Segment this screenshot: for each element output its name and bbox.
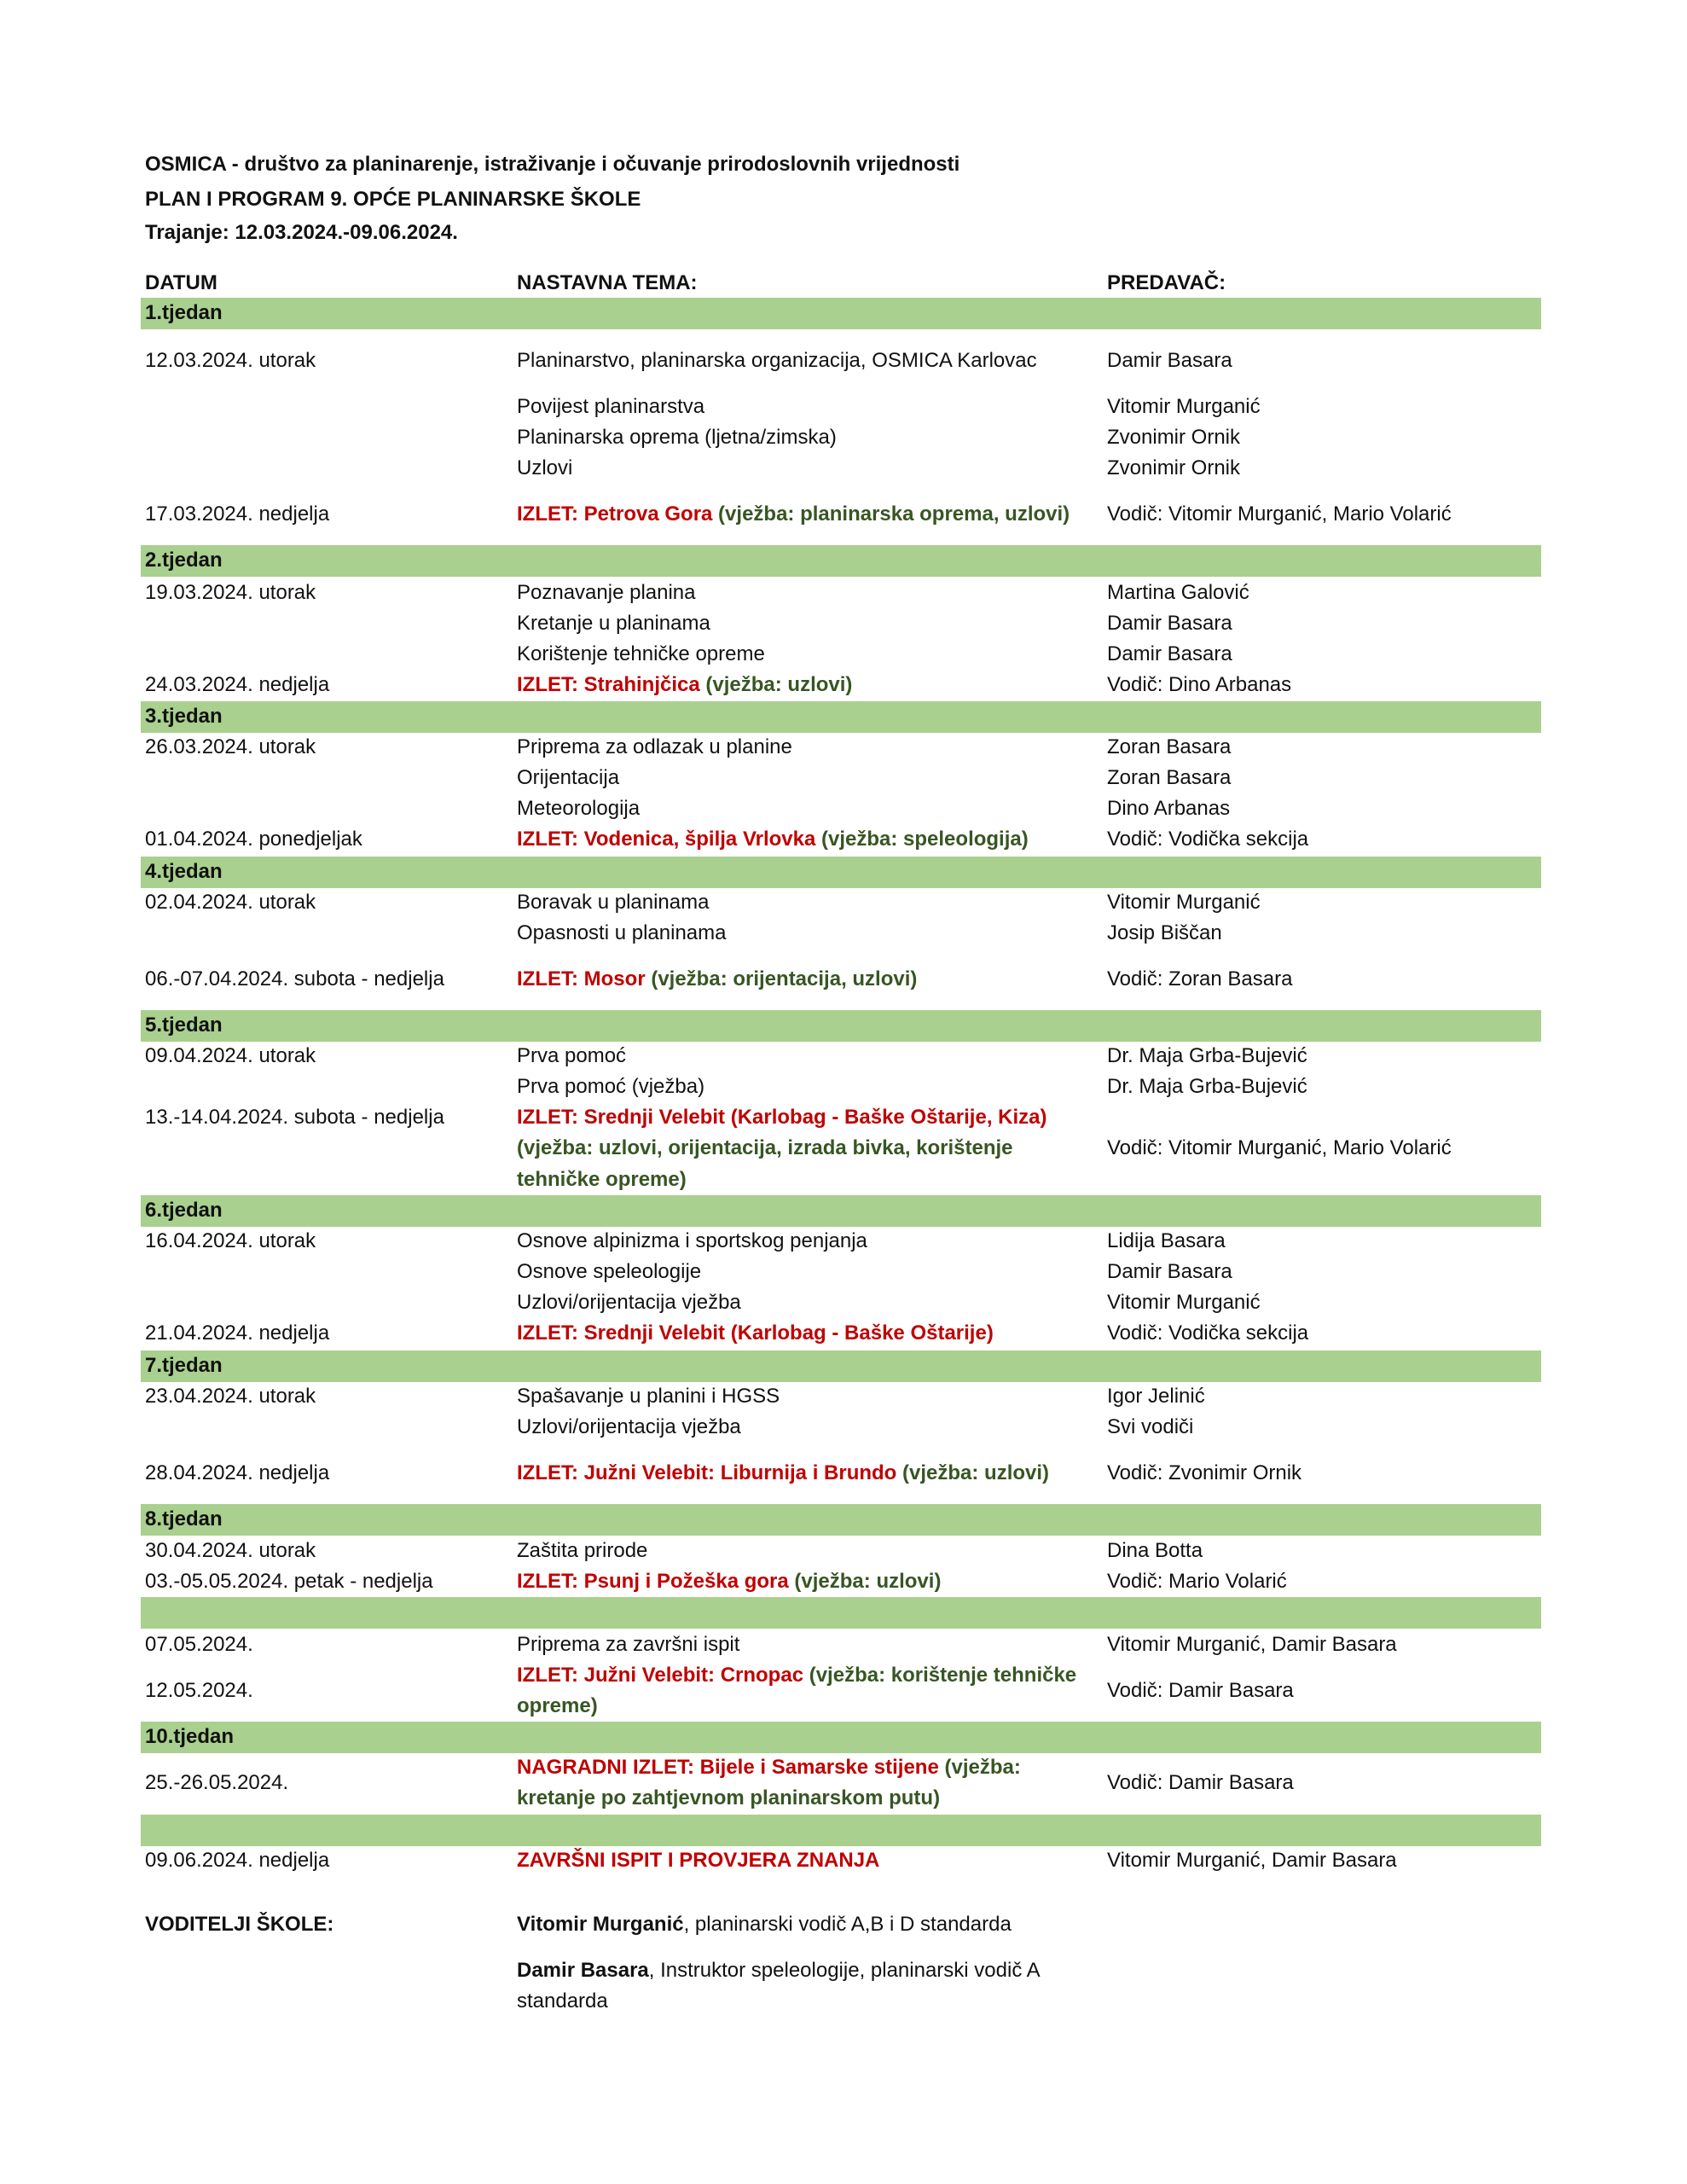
trip-exercise: (vježba: planinarska oprema, uzlovi) <box>712 502 1070 526</box>
trip-name: NAGRADNI IZLET: Bijele i Samarske stijene <box>517 1756 939 1779</box>
leaders-label: VODITELJI ŠKOLE: <box>145 1913 334 1936</box>
row-trip <box>517 827 1029 852</box>
row-lecturer: Damir Basara <box>1107 642 1232 665</box>
row-date: 02.04.2024. utorak <box>145 891 316 914</box>
trip-exercise: kretanje po zahtjevnom planinarskom putu) <box>517 1786 941 1809</box>
row-lecturer: Vodič: Vitomir Murganić, Mario Volarić <box>1107 502 1452 526</box>
row-lecturer: Svi vodiči <box>1107 1415 1194 1438</box>
row-topic: Meteorologija <box>517 797 641 820</box>
row-topic: Uzlovi/orijentacija vježba <box>517 1415 741 1438</box>
row-date: 25.-26.05.2024. <box>145 1771 289 1794</box>
leader-description: , Instruktor speleologije, planinarski vodič A <box>648 1959 1041 1982</box>
row-lecturer: Dino Arbanas <box>1107 797 1231 820</box>
row-trip <box>517 672 852 698</box>
row-topic: Prva pomoć <box>517 1044 627 1067</box>
trip-exercise: opreme) <box>517 1694 598 1717</box>
week-label: 10.tjedan <box>145 1725 235 1748</box>
row-trip <box>517 1461 1049 1486</box>
row-topic: Zaštita prirode <box>517 1539 648 1562</box>
row-lecturer: Vitomir Murganić, Damir Basara <box>1107 1849 1397 1872</box>
trip-exercise: (vježba: uzlovi, orijentacija, izrada bivka, korištenje <box>517 1136 1013 1159</box>
week-label: 6.tjedan <box>145 1199 223 1222</box>
row-date: 17.03.2024. nedjelja <box>145 502 330 526</box>
week-band <box>141 701 1541 733</box>
trip-name: IZLET: Južni Velebit: Crnopac <box>517 1664 804 1687</box>
row-date: 21.04.2024. nedjelja <box>145 1321 330 1345</box>
row-lecturer: Vodič: Mario Volarić <box>1107 1570 1287 1593</box>
week-band <box>141 1195 1541 1227</box>
row-topic: Opasnosti u planinama <box>517 921 727 944</box>
row-date: 28.04.2024. nedjelja <box>145 1461 330 1484</box>
row-lecturer: Vitomir Murganić <box>1107 891 1261 914</box>
trip-name: IZLET: Mosor <box>517 967 646 990</box>
row-lecturer: Vodič: Zvonimir Ornik <box>1107 1461 1302 1484</box>
week-label: 1.tjedan <box>145 301 223 324</box>
duration: Trajanje: 12.03.2024.-09.06.2024. <box>145 221 458 244</box>
week-band <box>141 857 1541 888</box>
row-lecturer: Zoran Basara <box>1107 735 1232 758</box>
trip-exercise: tehničke opreme) <box>517 1168 687 1191</box>
week-band <box>141 1504 1541 1536</box>
row-date: 06.-07.04.2024. subota - nedjelja <box>145 967 444 990</box>
week-label: 5.tjedan <box>145 1014 223 1037</box>
row-topic: Korištenje tehničke opreme <box>517 642 765 665</box>
row-lecturer: Damir Basara <box>1107 349 1232 372</box>
week-label: 2.tjedan <box>145 549 223 572</box>
row-topic: Prva pomoć (vježba) <box>517 1075 705 1098</box>
row-lecturer: Vodič: Damir Basara <box>1107 1679 1294 1702</box>
row-topic: Orijentacija <box>517 766 620 789</box>
trip-name: IZLET: Petrova Gora <box>517 502 713 526</box>
week-label: 4.tjedan <box>145 860 223 883</box>
row-date: 12.03.2024. utorak <box>145 349 316 372</box>
row-topic: Uzlovi <box>517 456 573 479</box>
row-lecturer: Vodič: Dino Arbanas <box>1107 673 1292 696</box>
row-topic: Kretanje u planinama <box>517 612 710 635</box>
row-date: 09.04.2024. utorak <box>145 1044 316 1067</box>
row-topic: Planinarstvo, planinarska organizacija, OSMICA Karlovac <box>517 349 1037 372</box>
row-topic: Priprema za odlazak u planine <box>517 735 792 758</box>
trip-name: IZLET: Psunj i Požeška gora <box>517 1570 789 1593</box>
column-header-date: DATUM <box>145 271 217 294</box>
row-date: 16.04.2024. utorak <box>145 1229 316 1252</box>
week-band <box>141 1350 1541 1382</box>
row-date: 12.05.2024. <box>145 1679 253 1702</box>
trip-exercise: (vježba: korištenje tehničke <box>803 1664 1077 1687</box>
row-lecturer: Lidija Basara <box>1107 1229 1226 1252</box>
row-lecturer: Vodič: Zoran Basara <box>1107 967 1293 990</box>
row-date: 03.-05.05.2024. petak - nedjelja <box>145 1570 433 1593</box>
row-topic: Poznavanje planina <box>517 581 696 604</box>
row-lecturer: Dr. Maja Grba-Bujević <box>1107 1044 1307 1067</box>
row-trip <box>517 502 1070 527</box>
row-topic: Uzlovi/orijentacija vježba <box>517 1291 741 1314</box>
row-trip <box>517 1663 1076 1688</box>
row-topic: Boravak u planinama <box>517 891 710 914</box>
trip-exercise: (vježba: speleologija) <box>815 828 1029 851</box>
row-lecturer: Vodič: Vodička sekcija <box>1107 1321 1309 1345</box>
trip-exercise: (vježba: orijentacija, uzlovi) <box>645 967 918 990</box>
row-trip <box>517 1755 1021 1780</box>
trip-name: IZLET: Srednji Velebit (Karlobag - Baške Oštarije, Kiza) <box>517 1106 1047 1129</box>
row-topic: Osnove speleologije <box>517 1260 702 1283</box>
row-lecturer: Martina Galović <box>1107 581 1249 604</box>
row-date: 30.04.2024. utorak <box>145 1539 316 1562</box>
trip-exercise: (vježba: uzlovi) <box>788 1570 942 1593</box>
row-topic: Spašavanje u planini i HGSS <box>517 1385 780 1408</box>
row-lecturer: Zoran Basara <box>1107 766 1232 789</box>
row-topic: Povijest planinarstva <box>517 395 705 418</box>
row-date: 01.04.2024. ponedjeljak <box>145 828 362 851</box>
row-topic: Planinarska oprema (ljetna/zimska) <box>517 426 837 449</box>
trip-name: IZLET: Strahinjčica <box>517 673 700 696</box>
row-date: 19.03.2024. utorak <box>145 581 316 604</box>
row-date: 13.-14.04.2024. subota - nedjelja <box>145 1106 444 1129</box>
leader-description: , planinarski vodič A,B i D standarda <box>683 1913 1012 1936</box>
row-lecturer: Zvonimir Ornik <box>1107 426 1241 449</box>
column-header-lecturer: PREDAVAČ: <box>1107 271 1226 294</box>
row-trip <box>517 967 917 992</box>
column-header-topic: NASTAVNA TEMA: <box>517 271 698 294</box>
row-lecturer: Vodič: Damir Basara <box>1107 1771 1294 1794</box>
row-topic: Osnove alpinizma i sportskog penjanja <box>517 1229 867 1252</box>
row-lecturer: Vitomir Murganić <box>1107 1291 1261 1314</box>
row-date: 24.03.2024. nedjelja <box>145 673 330 696</box>
trip-exercise: (vježba: uzlovi) <box>699 673 853 696</box>
row-date: 09.06.2024. nedjelja <box>145 1849 330 1872</box>
organization-name: OSMICA - društvo za planinarenje, istraživanje i očuvanje prirodoslovnih vrijednosti <box>145 153 960 176</box>
row-lecturer: Damir Basara <box>1107 612 1232 635</box>
week-band <box>141 545 1541 577</box>
row-lecturer: Vitomir Murganić <box>1107 395 1261 418</box>
row-date: 07.05.2024. <box>145 1633 253 1656</box>
row-lecturer: Vitomir Murganić, Damir Basara <box>1107 1633 1397 1656</box>
trip-name: IZLET: Vodenica, špilja Vrlovka <box>517 828 816 851</box>
week-band <box>141 298 1541 329</box>
row-lecturer: Igor Jelinić <box>1107 1385 1205 1408</box>
week-band <box>141 1010 1541 1042</box>
row-lecturer: Dina Botta <box>1107 1539 1203 1562</box>
trip-name: IZLET: Srednji Velebit (Karlobag - Baške Oštarije) <box>517 1321 994 1345</box>
trip-exercise: (vježba: uzlovi) <box>896 1461 1050 1484</box>
leader-name: Vitomir Murganić <box>517 1913 684 1936</box>
leader-entry <box>517 1958 1041 1984</box>
row-lecturer: Vodič: Vitomir Murganić, Mario Volarić <box>1107 1136 1452 1159</box>
trip-name: IZLET: Južni Velebit: Liburnija i Brundo <box>517 1461 897 1484</box>
week-band <box>141 1597 1541 1629</box>
row-trip <box>517 1569 941 1594</box>
leader-entry <box>517 1912 1012 1937</box>
leader-name: Damir Basara <box>517 1959 649 1982</box>
week-label: 7.tjedan <box>145 1354 223 1377</box>
row-lecturer: Vodič: Vodička sekcija <box>1107 828 1309 851</box>
week-band <box>141 1815 1541 1846</box>
row-date: 26.03.2024. utorak <box>145 735 316 758</box>
row-lecturer: Josip Biščan <box>1107 921 1222 944</box>
week-label: 3.tjedan <box>145 705 223 728</box>
trip-name: ZAVRŠNI ISPIT I PROVJERA ZNANJA <box>517 1849 880 1872</box>
row-lecturer: Damir Basara <box>1107 1260 1232 1283</box>
row-topic: Priprema za završni ispit <box>517 1633 740 1656</box>
row-lecturer: Dr. Maja Grba-Bujević <box>1107 1075 1307 1098</box>
week-band <box>141 1722 1541 1753</box>
document-title: PLAN I PROGRAM 9. OPĆE PLANINARSKE ŠKOLE <box>145 188 641 211</box>
row-lecturer: Zvonimir Ornik <box>1107 456 1241 479</box>
leader-description-continued: standarda <box>517 1989 608 2013</box>
trip-exercise: (vježba: <box>938 1756 1021 1779</box>
row-date: 23.04.2024. utorak <box>145 1385 316 1408</box>
week-label: 8.tjedan <box>145 1507 223 1531</box>
